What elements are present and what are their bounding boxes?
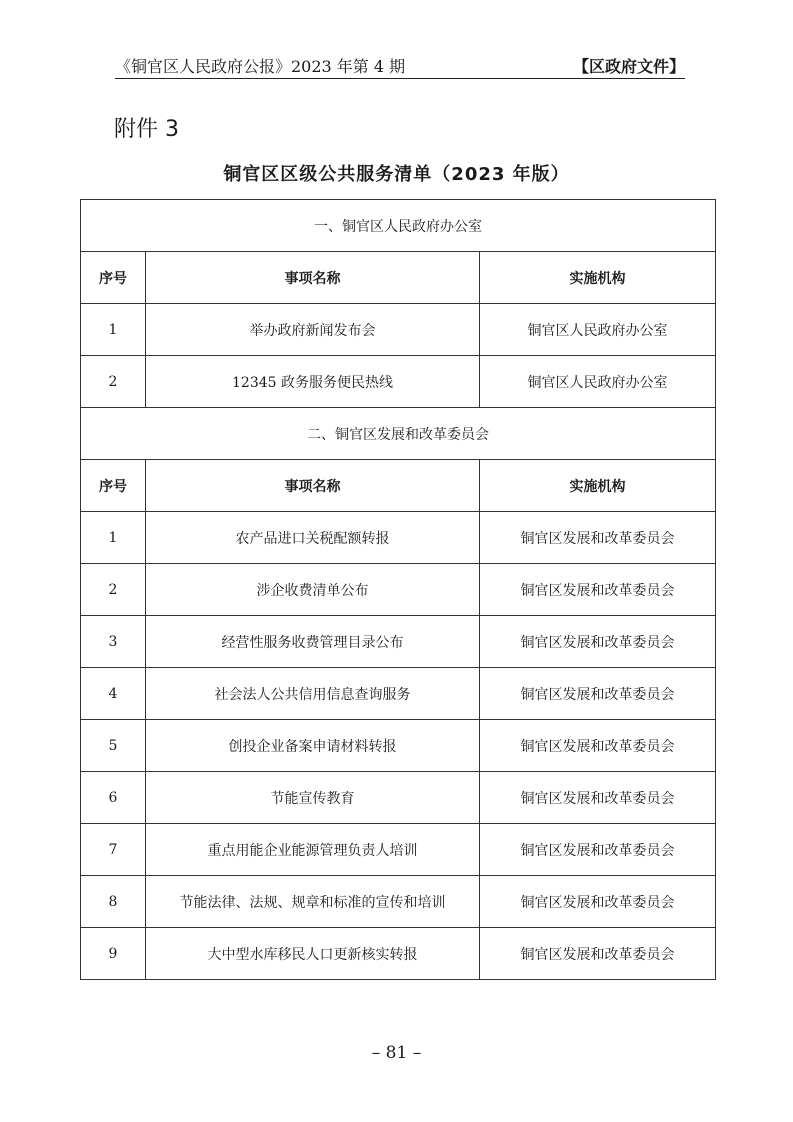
- table-row: [81, 564, 716, 616]
- column-header-row: [81, 252, 716, 304]
- implementing-org-cell: 铜官区发展和改革委员会: [480, 824, 716, 876]
- implementing-org-cell: 铜官区人民政府办公室: [480, 304, 716, 356]
- implementing-org-cell: 铜官区发展和改革委员会: [480, 564, 716, 616]
- service-name-cell: 经营性服务收费管理目录公布: [146, 616, 480, 668]
- service-name-cell: 涉企收费清单公布: [146, 564, 480, 616]
- section-header-row: [81, 408, 716, 460]
- row-number-cell: 3: [81, 616, 146, 668]
- table-row: [81, 668, 716, 720]
- table-row: [81, 824, 716, 876]
- service-name-cell: 12345 政务服务便民热线: [146, 356, 480, 408]
- table-row: [81, 356, 716, 408]
- section-title: 二、铜官区发展和改革委员会: [81, 408, 716, 460]
- public-service-table: [80, 199, 716, 980]
- implementing-org-cell: 铜官区发展和改革委员会: [480, 720, 716, 772]
- service-name-cell: 举办政府新闻发布会: [146, 304, 480, 356]
- attachment-label: 附件 3: [114, 117, 179, 142]
- service-name-cell: 重点用能企业能源管理负责人培训: [146, 824, 480, 876]
- implementing-org-cell: 铜官区发展和改革委员会: [480, 928, 716, 980]
- row-number-cell: 8: [81, 876, 146, 928]
- table-row: [81, 876, 716, 928]
- implementing-org-cell: 铜官区发展和改革委员会: [480, 668, 716, 720]
- column-header-name: 事项名称: [146, 252, 480, 304]
- row-number-cell: 6: [81, 772, 146, 824]
- implementing-org-cell: 铜官区人民政府办公室: [480, 356, 716, 408]
- row-number-cell: 9: [81, 928, 146, 980]
- table-row: [81, 720, 716, 772]
- bulletin-issue-label: 《铜官区人民政府公报》2023 年第 4 期: [115, 57, 406, 76]
- column-header-no: 序号: [81, 252, 146, 304]
- row-number-cell: 1: [81, 512, 146, 564]
- column-header-no: 序号: [81, 460, 146, 512]
- table-row: [81, 616, 716, 668]
- service-name-cell: 社会法人公共信用信息查询服务: [146, 668, 480, 720]
- table-row: [81, 772, 716, 824]
- implementing-org-cell: 铜官区发展和改革委员会: [480, 772, 716, 824]
- table-row: [81, 928, 716, 980]
- service-name-cell: 创投企业备案申请材料转报: [146, 720, 480, 772]
- row-number-cell: 7: [81, 824, 146, 876]
- document-category-label: 【区政府文件】: [572, 57, 685, 76]
- row-number-cell: 1: [81, 304, 146, 356]
- column-header-org: 实施机构: [480, 252, 716, 304]
- section-title: 一、铜官区人民政府办公室: [81, 200, 716, 252]
- table-row: [81, 512, 716, 564]
- running-header: [115, 50, 685, 79]
- column-header-row: [81, 460, 716, 512]
- row-number-cell: 2: [81, 564, 146, 616]
- section-header-row: [81, 200, 716, 252]
- service-name-cell: 农产品进口关税配额转报: [146, 512, 480, 564]
- implementing-org-cell: 铜官区发展和改革委员会: [480, 512, 716, 564]
- row-number-cell: 2: [81, 356, 146, 408]
- column-header-org: 实施机构: [480, 460, 716, 512]
- implementing-org-cell: 铜官区发展和改革委员会: [480, 876, 716, 928]
- implementing-org-cell: 铜官区发展和改革委员会: [480, 616, 716, 668]
- service-name-cell: 大中型水库移民人口更新核实转报: [146, 928, 480, 980]
- table-row: [81, 304, 716, 356]
- page-number: – 81 –: [371, 1043, 422, 1063]
- column-header-name: 事项名称: [146, 460, 480, 512]
- service-name-cell: 节能宣传教育: [146, 772, 480, 824]
- row-number-cell: 4: [81, 668, 146, 720]
- row-number-cell: 5: [81, 720, 146, 772]
- document-title: 铜官区区级公共服务清单（2023 年版）: [223, 164, 570, 185]
- service-name-cell: 节能法律、法规、规章和标准的宣传和培训: [146, 876, 480, 928]
